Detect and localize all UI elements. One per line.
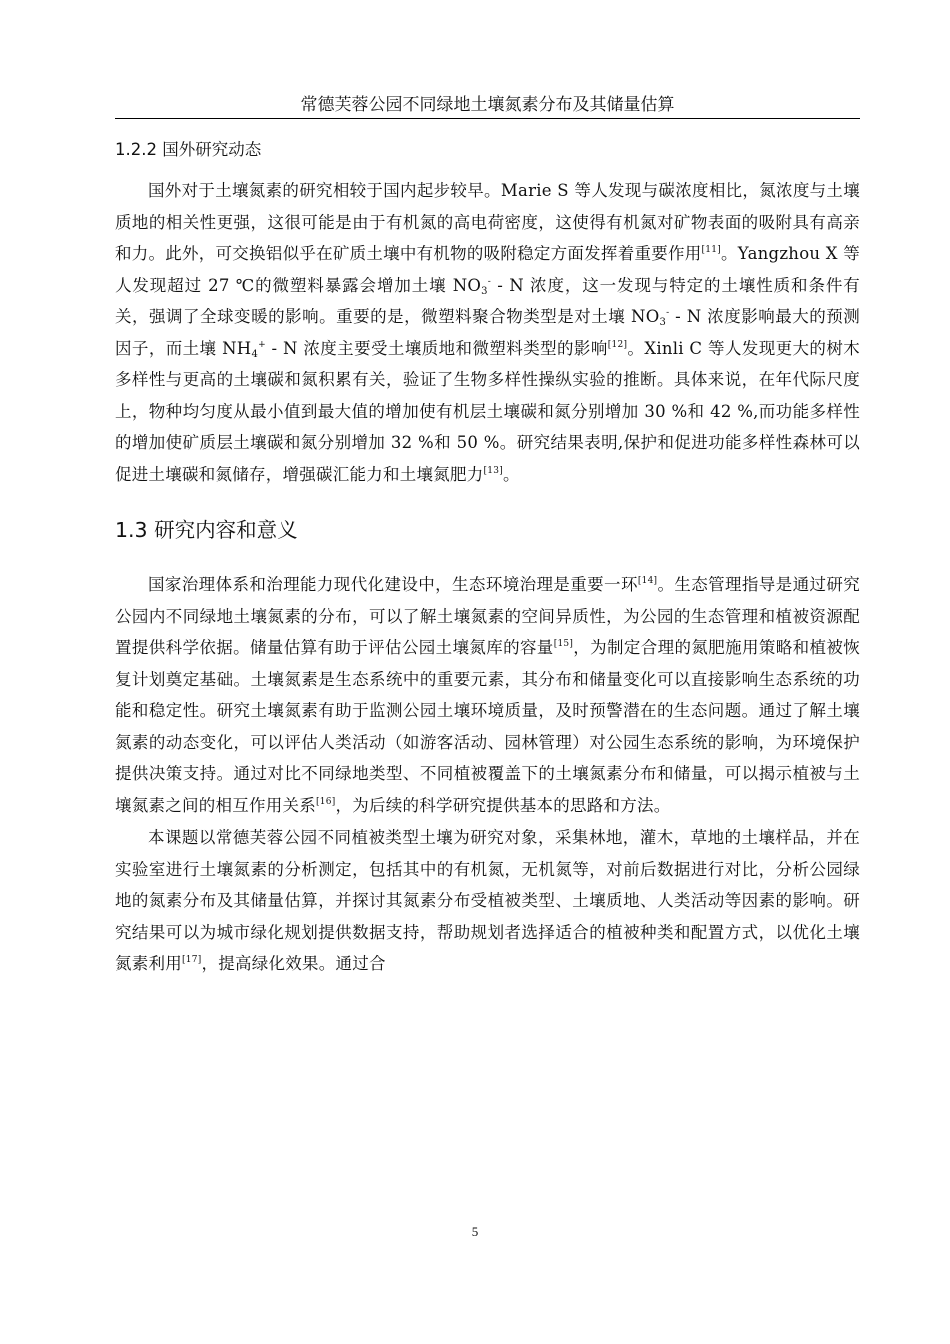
text-run: ，为后续的科学研究提供基本的思路和方法。 bbox=[335, 795, 671, 815]
text-run: 国外对于土壤氮素的研究相较于国内起步较早。Marie S 等人发现与碳浓度相比，氮浓度与土壤质地的相关性更强，这很可能是由于有机氮的高电荷密度，这使得有机氮对矿物表面的吸附具有高亲和力。此外，可交换铝似乎在矿质土壤中有机物的吸附稳定方面发挥着重要作用 bbox=[115, 181, 860, 263]
document-body bbox=[115, 136, 860, 980]
paragraph-significance bbox=[115, 569, 860, 821]
text-run: - N 浓度影响最大的预测因子，而土壤 NH bbox=[115, 307, 860, 358]
section-heading-1-3: 1.3 研究内容和意义 bbox=[115, 518, 298, 542]
text-run: ，提高绿化效果。通过合 bbox=[201, 954, 386, 973]
citation-16: [16] bbox=[316, 796, 336, 807]
subscript: 3 bbox=[659, 317, 667, 328]
section-heading-1-2-2: 1.2.2 国外研究动态 bbox=[115, 140, 262, 159]
subscript: 3 bbox=[481, 285, 488, 297]
superscript: - bbox=[666, 308, 670, 318]
page-number: 5 bbox=[471, 1224, 479, 1239]
text-run: 。Xinli C 等人发现更大的树木多样性与更高的土壤碳和氮积累有关，验证了生物多样性操纵实验的推断。具体来说，在年代际尺度上，物种均匀度从最小值到最大值的增加使有机层土壤碳和氮分别增加 30 %和 42 %,而功能多样性的增加使矿质层土壤碳和氮分别增加 32 %和 50 %。研究结果表明,保护和促进功能多样性森林可以促进土壤碳和氮储存，增强碳汇能力和土壤氮肥力 bbox=[115, 338, 861, 484]
text-run: 国家治理体系和治理能力现代化建设中，生态环境治理是重要一环 bbox=[148, 575, 638, 594]
text-run: 。Yangzhou X 等人发现超过 27 ℃的微塑料暴露会增加土壤 NO bbox=[115, 244, 860, 295]
superscript: - bbox=[487, 276, 492, 287]
text-run: - N 浓度，这一发现与特定的土壤性质和条件有关，强调了全球变暖的影响。重要的是，微塑料聚合物类型是对土壤 NO bbox=[115, 275, 861, 326]
header-rule bbox=[115, 118, 860, 119]
superscript: + bbox=[258, 339, 266, 350]
citation-12: [12] bbox=[607, 339, 628, 350]
citation-11: [11] bbox=[701, 245, 721, 255]
text-run: 。 bbox=[502, 464, 520, 484]
text-run: ，为制定合理的氮肥施用策略和植被恢复计划奠定基础。土壤氮素是生态系统中的重要元素，其分布和储量变化可以直接影响生态系统的功能和稳定性。研究土壤氮素有助于监测公园土壤环境质量，及时预警潜在的生态问题。通过了解土壤氮素的动态变化，可以评估人类活动（如游客活动、园林管理）对公园生态系统的影响，为环境保护提供决策支持。通过对比不同绿地类型、不同植被覆盖下的土壤氮素分布和储量，可以揭示植被与土壤氮素之间的相互作用关系 bbox=[115, 638, 861, 815]
citation-15: [15] bbox=[553, 639, 574, 649]
citation-13: [13] bbox=[483, 465, 503, 476]
text-run: 。生态管理指导是通过研究公园内不同绿地土壤氮素的分布，可以了解土壤氮素的空间异质性，为公园的生态管理和植被资源配置提供科学依据。储量估算有助于评估公园土壤氮库的容量 bbox=[115, 575, 860, 657]
text-run: - N 浓度主要受土壤质地和微塑料类型的影响 bbox=[265, 338, 608, 358]
subscript: 4 bbox=[251, 348, 259, 360]
citation-14: [14] bbox=[637, 576, 658, 586]
text-run: 本课题以常德芙蓉公园不同植被类型土壤为研究对象，采集林地，灌木，草地的土壤样品，并在实验室进行土壤氮素的分析测定，包括其中的有机氮，无机氮等，对前后数据进行对比，分析公园绿地的氮素分布及其储量估算，并探讨其氮素分布受植被类型、土壤质地、人类活动等因素的影响。研究结果可以为城市绿化规划提供数据支持，帮助规划者选择适合的植被种类和配置方式，以优化土壤氮素利用 bbox=[115, 828, 860, 973]
paragraph-research-content bbox=[115, 822, 860, 980]
page-header-title: 常德芙蓉公园不同绿地土壤氮素分布及其储量估算 bbox=[300, 95, 675, 115]
paragraph-foreign-research bbox=[115, 175, 860, 490]
citation-17: [17] bbox=[182, 955, 202, 965]
